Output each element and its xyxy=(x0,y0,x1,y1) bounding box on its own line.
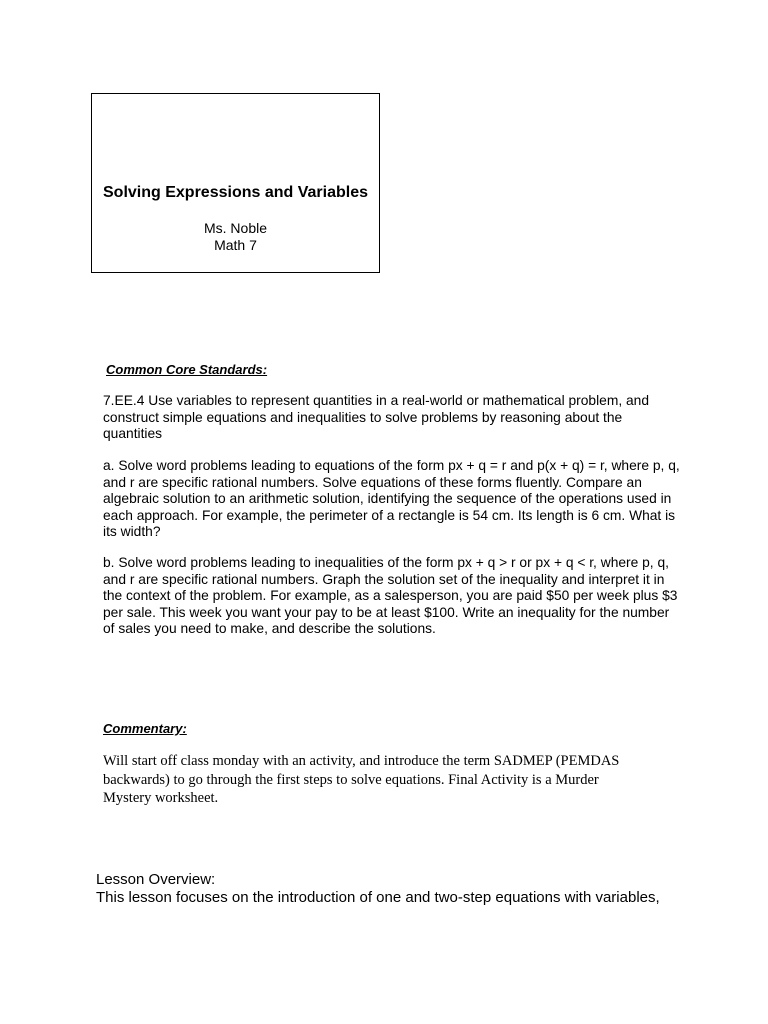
standard-part-a: a. Solve word problems leading to equations of the form px + q = r and p(x + q) = r, where p, q, and r are specific rational numbers. Solve equations of these forms fluently. Compare an algebraic solution to an arithmetic solution, identifying the sequence of the operations used in each approach. For example, the perimeter of a rectangle is 54 cm. Its length is 6 cm. What is its width? xyxy=(103,458,680,539)
standards-heading: Common Core Standards: xyxy=(106,362,268,377)
document-title: Solving Expressions and Variables xyxy=(103,184,368,201)
commentary-heading: Commentary: xyxy=(103,721,187,736)
title-box xyxy=(91,93,380,273)
course-name: Math 7 xyxy=(214,237,257,253)
standard-part-b: b. Solve word problems leading to inequalities of the form px + q > r or px + q < r, where p, q, and r are specific rational numbers. Graph the solution set of the inequality and interpret it in the context of the problem. For example, as a salesperson, you are paid $50 per week plus $3 per sale. This week you want your pay to be at least $100. Write an inequality for the number of sales you need to make, and describe the solutions. xyxy=(103,555,678,636)
lesson-overview-heading: Lesson Overview: xyxy=(96,871,216,888)
teacher-name: Ms. Noble xyxy=(203,220,268,236)
lesson-overview-text: This lesson focuses on the introduction of one and two-step equations with variables, xyxy=(96,889,660,906)
commentary-text: Will start off class monday with an activity, and introduce the term SADMEP (PEMDAS backwards) to go through the first steps to solve equations. Final Activity is a Murder Mystery worksheet. xyxy=(103,753,620,806)
standard-intro: 7.EE.4 Use variables to represent quantities in a real-world or mathematical problem, and construct simple equations and inequalities to solve problems by reasoning about the quantities xyxy=(103,393,650,441)
